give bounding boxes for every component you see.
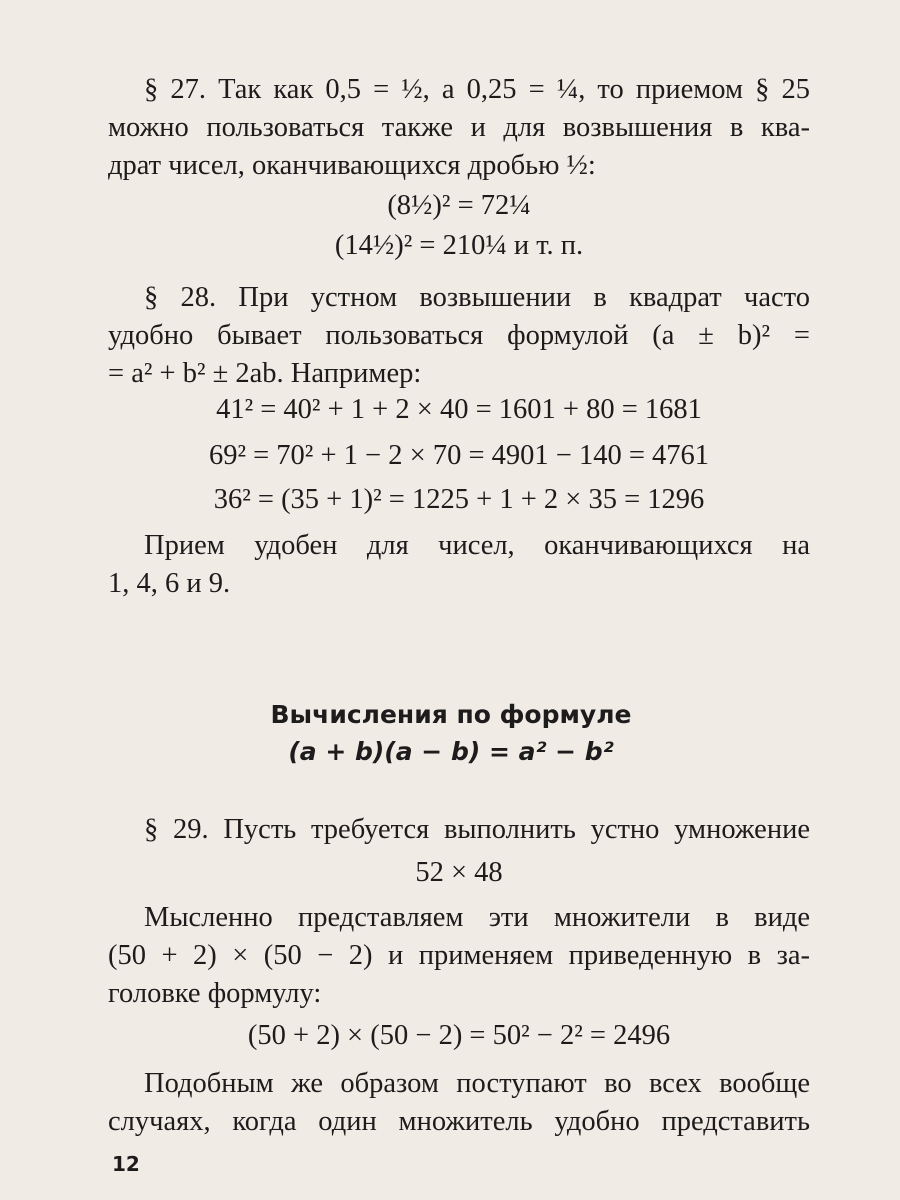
formula: 69² = 70² + 1 − 2 × 70 = 4901 − 140 = 4761 <box>208 440 710 471</box>
formula: (50 + 2) × (50 − 2) = 50² − 2² = 2496 <box>247 1020 671 1051</box>
section-formula: (a + b)(a − b) = a² − b² <box>288 737 614 766</box>
section-title: Вычисления по формуле <box>270 700 632 729</box>
formula: (8½)² = 72¼ <box>387 190 531 221</box>
page-number: 12 <box>112 1152 140 1176</box>
formula: 36² = (35 + 1)² = 1225 + 1 + 2 × 35 = 1296 <box>213 484 705 515</box>
formula: (14½)² = 210¼ и т. п. <box>334 230 584 261</box>
text-line: § 27. Так как 0,5 = ½, а 0,25 = ¼, то приемом § 25 <box>144 74 810 105</box>
text-line: можно пользоваться также и для возвышения в ква- <box>108 112 810 143</box>
text-line: Мысленно представляем эти множители в виде <box>144 902 810 933</box>
text-line: Прием удобен для чисел, оканчивающихся на <box>144 530 810 561</box>
text-line: § 29. Пусть требуется выполнить устно умножение <box>144 814 810 845</box>
text-line: Подобным же образом поступают во всех вообще <box>144 1068 810 1099</box>
formula: 41² = 40² + 1 + 2 × 40 = 1601 + 80 = 1681 <box>216 394 702 425</box>
formula: 52 × 48 <box>415 857 503 888</box>
text-line: (50 + 2) × (50 − 2) и применяем приведенную в за- <box>108 940 810 971</box>
text-line: = a² + b² ± 2ab. Например: <box>108 358 422 389</box>
text-line: § 28. При устном возвышении в квадрат часто <box>144 282 810 313</box>
text-line: случаях, когда один множитель удобно представить <box>108 1106 810 1137</box>
text-line: 1, 4, 6 и 9. <box>108 568 231 599</box>
text-line: головке формулу: <box>108 978 322 1009</box>
text-line: удобно бывает пользоваться формулой (a ± b)² = <box>108 320 810 351</box>
text-line: драт чисел, оканчивающихся дробью ½: <box>108 150 596 181</box>
